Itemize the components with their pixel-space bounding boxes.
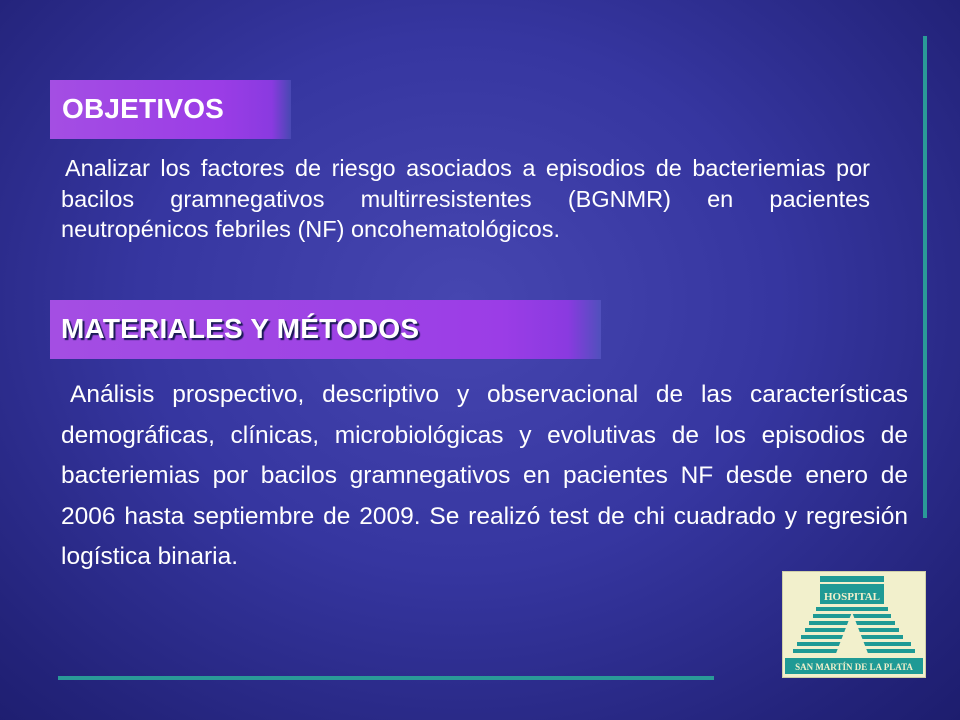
logo-bottom-text: SAN MARTÍN DE LA PLATA	[795, 662, 913, 672]
objectives-text: Analizar los factores de riesgo asociados a episodios de bacteriemias por bacilos gramnegativos multirresistentes (BGNMR) en pacientes neutropénicos febriles (NF) oncohematológicos.	[61, 155, 870, 242]
objectives-heading: OBJETIVOS	[50, 80, 291, 139]
hospital-logo	[782, 571, 926, 678]
vertical-accent-line	[923, 36, 927, 518]
methods-heading: MATERIALES Y MÉTODOS	[50, 300, 601, 359]
hospital-building-logo-icon	[783, 572, 925, 677]
horizontal-accent-line	[58, 676, 714, 680]
methods-text: Análisis prospectivo, descriptivo y observacional de las características demográficas, clínicas, microbiológicas y evolutivas de los episodios de bacteriemias por bacilos gramnegativos en pacientes NF desde enero de 2006 hasta septiembre de 2009. Se realizó test de chi cuadrado y regresión logística binaria.	[61, 381, 908, 570]
logo-top-text: HOSPITAL	[823, 591, 881, 603]
